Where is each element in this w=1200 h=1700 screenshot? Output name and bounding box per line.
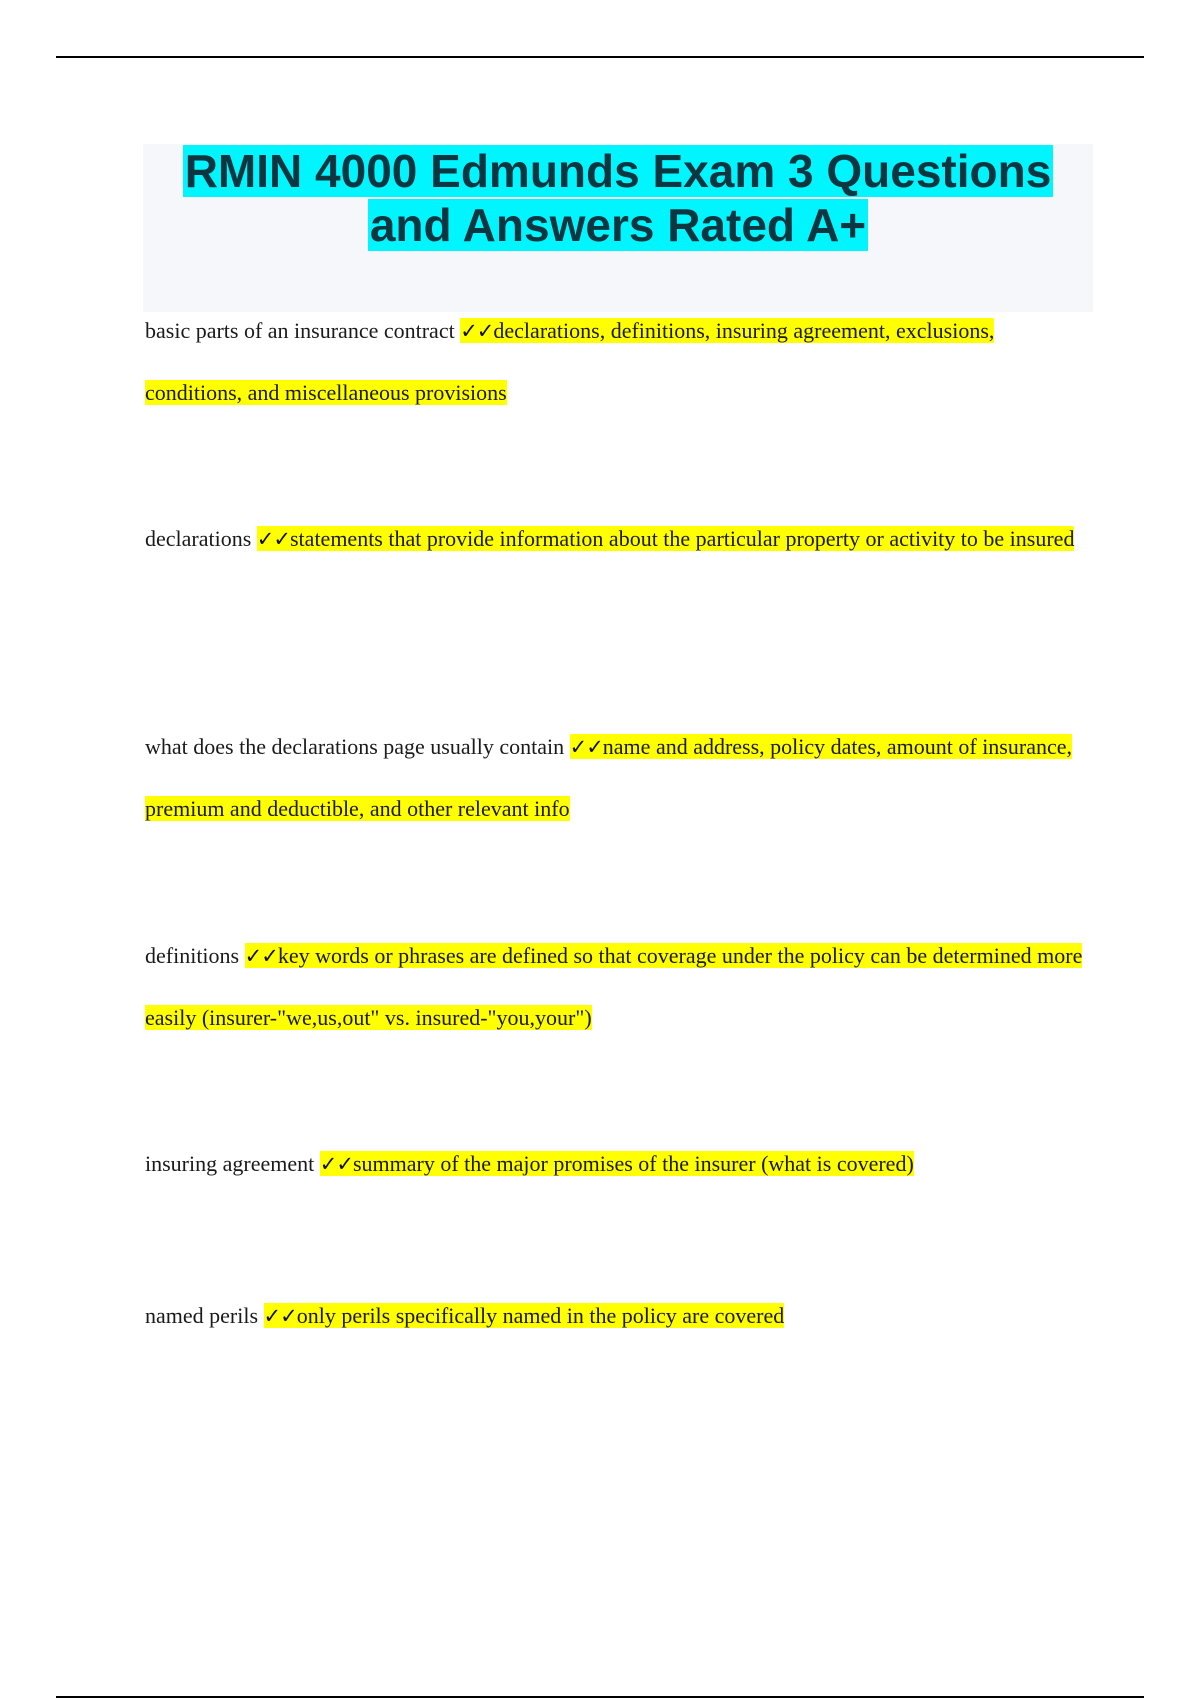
qa-item-definitions xyxy=(145,925,1085,1048)
double-check-icon: ✓✓ xyxy=(256,527,290,551)
qa-answer xyxy=(264,1303,785,1328)
qa-item-declarations xyxy=(145,508,1085,570)
qa-term: named perils xyxy=(145,1303,259,1328)
qa-answer xyxy=(145,943,1082,1030)
qa-item-declarations-page xyxy=(145,716,1085,839)
title-line-1: RMIN 4000 Edmunds Exam 3 Questions xyxy=(184,145,1052,197)
qa-answer-text: statements that provide information about the particular property or activity to be insured xyxy=(290,526,1075,551)
title-block xyxy=(143,144,1093,312)
double-check-icon: ✓✓ xyxy=(569,735,603,759)
qa-term: what does the declarations page usually contain xyxy=(145,734,565,759)
qa-item-insuring-agreement xyxy=(145,1133,1085,1195)
double-check-icon: ✓✓ xyxy=(263,1304,297,1328)
qa-answer-text: only perils specifically named in the policy are covered xyxy=(296,1303,785,1328)
qa-answer-text: name and address, policy dates, amount of insurance, premium and deductible, and other relevant info xyxy=(145,734,1072,821)
page-title xyxy=(143,144,1093,252)
double-check-icon: ✓✓ xyxy=(460,319,494,343)
double-check-icon: ✓✓ xyxy=(244,944,278,968)
qa-answer xyxy=(320,1151,914,1176)
qa-term: insuring agreement xyxy=(145,1151,315,1176)
qa-term: definitions xyxy=(145,943,240,968)
double-check-icon: ✓✓ xyxy=(319,1152,353,1176)
bottom-rule xyxy=(56,1696,1144,1698)
qa-answer-text: declarations, definitions, insuring agreement, exclusions, conditions, and miscellaneous provisions xyxy=(145,318,995,405)
qa-term: declarations xyxy=(145,526,252,551)
qa-item-basic-parts xyxy=(145,300,1085,423)
qa-answer xyxy=(257,526,1075,551)
qa-answer-text: key words or phrases are defined so that coverage under the policy can be determined more easily (insurer-"we,us,out" vs. insured-"you,your") xyxy=(145,943,1083,1030)
qa-item-named-perils xyxy=(145,1285,1085,1347)
qa-answer-text: summary of the major promises of the insurer (what is covered) xyxy=(352,1151,914,1176)
title-line-2: and Answers Rated A+ xyxy=(369,199,867,251)
top-rule xyxy=(56,56,1144,58)
qa-term: basic parts of an insurance contract xyxy=(145,318,455,343)
